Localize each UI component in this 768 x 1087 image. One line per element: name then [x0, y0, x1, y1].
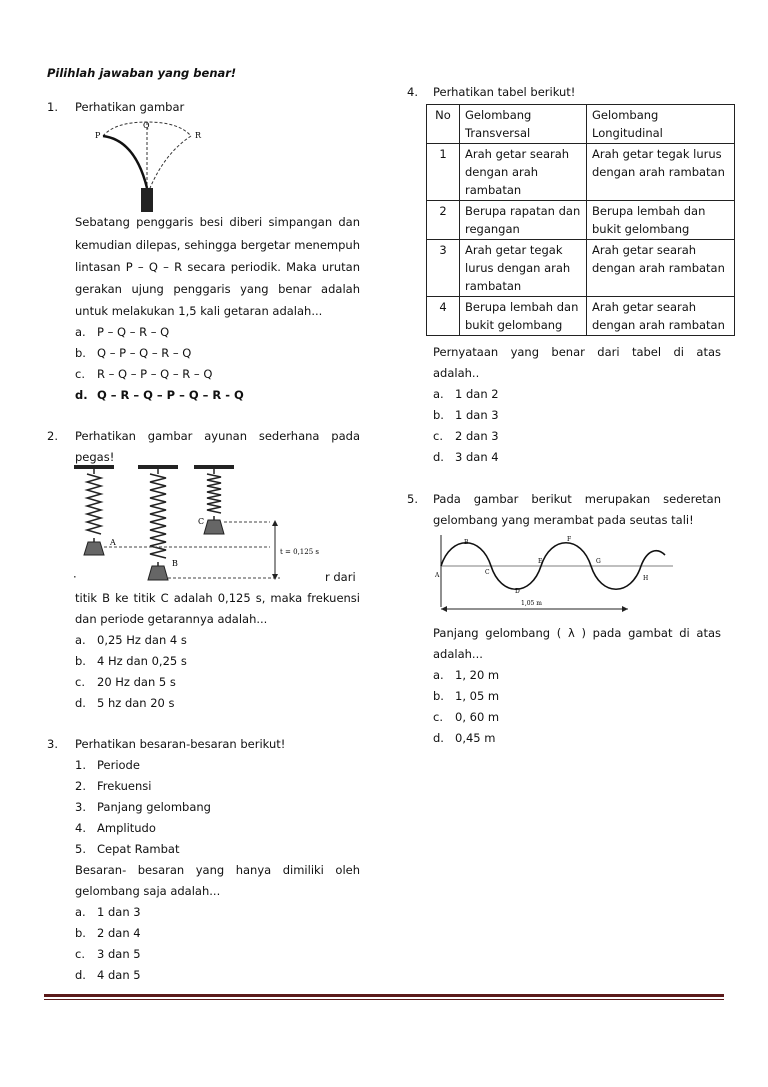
question-text-line: gerakan ujung penggaris yang benar adalah	[75, 282, 360, 296]
wave-figure	[433, 535, 678, 613]
label-p: P	[95, 131, 101, 140]
question-text-line: gelombang saja adalah...	[75, 884, 221, 898]
text-fragment: r dari	[325, 570, 356, 584]
svg-text:H: H	[643, 575, 649, 582]
comparison-table	[426, 104, 735, 336]
answer-option[interactable]: b. Q – P – Q – R – Q	[75, 346, 192, 360]
question-text-line: Sebatang penggaris besi diberi simpangan dan	[75, 215, 360, 229]
table-cell: Arah getar tegak lurus dengan arah rambatan	[587, 144, 735, 201]
svg-text:A: A	[110, 538, 116, 547]
question-intro: Perhatikan tabel berikut!	[433, 85, 576, 99]
svg-text:C: C	[198, 517, 205, 526]
question-intro: Perhatikan besaran-besaran berikut!	[75, 737, 286, 751]
table-row	[427, 201, 735, 240]
answer-option[interactable]: c. R – Q – P – Q – R – Q	[75, 367, 213, 381]
question-text-line: dan periode getarannya adalah...	[75, 612, 268, 626]
instructions-heading: Pilihlah jawaban yang benar!	[47, 66, 237, 80]
answer-option[interactable]: d. 3 dan 4	[433, 450, 499, 464]
label-q: Q	[143, 121, 150, 130]
question-number: 5.	[407, 492, 418, 506]
question-text-line: adalah...	[433, 647, 483, 661]
table-cell: No	[427, 105, 460, 144]
svg-text:F: F	[567, 536, 572, 543]
table-cell: Arah getar searah dengan arah rambatan	[587, 240, 735, 297]
svg-text:C: C	[485, 569, 490, 576]
table-cell: Berupa lembah dan bukit gelombang	[587, 201, 735, 240]
spring-pendulum-figure	[70, 462, 340, 587]
answer-option[interactable]: b. 1, 05 m	[433, 689, 500, 703]
answer-option[interactable]: d. 4 dan 5	[75, 968, 141, 982]
answer-option[interactable]: d. 5 hz dan 20 s	[75, 696, 175, 710]
answer-option[interactable]: c. 0, 60 m	[433, 710, 500, 724]
footer-divider-thin	[44, 999, 724, 1000]
answer-option[interactable]: a. P – Q – R – Q	[75, 325, 170, 339]
list-item: 5. Cepat Rambat	[75, 842, 180, 856]
table-row	[427, 240, 735, 297]
text-fragment: ·	[73, 570, 77, 584]
answer-option[interactable]: b. 2 dan 4	[75, 926, 141, 940]
question-number: 1.	[47, 100, 58, 114]
question-text-line: untuk melakukan 1,5 kali getaran adalah...	[75, 304, 323, 318]
table-row	[427, 144, 735, 201]
answer-option[interactable]: a. 1, 20 m	[433, 668, 500, 682]
table-cell: 4	[427, 297, 460, 336]
question-intro: Perhatikan gambar	[75, 100, 185, 114]
answer-option[interactable]: b. 4 Hz dan 0,25 s	[75, 654, 187, 668]
question-text-line: gelombang yang merambat pada seutas tali!	[433, 513, 694, 527]
answer-option[interactable]: a. 0,25 Hz dan 4 s	[75, 633, 187, 647]
footer-divider	[44, 994, 724, 997]
question-text-line: Perhatikan gambar ayunan sederhana pada	[75, 429, 360, 443]
svg-text:t = 0,125 s: t = 0,125 s	[280, 548, 319, 556]
question-number: 2.	[47, 429, 58, 443]
table-cell: Arah getar searah dengan arah rambatan	[587, 297, 735, 336]
ruler-figure	[95, 118, 205, 218]
answer-option[interactable]: a. 1 dan 2	[433, 387, 499, 401]
question-text-line: adalah..	[433, 366, 480, 380]
answer-option[interactable]: c. 20 Hz dan 5 s	[75, 675, 176, 689]
label-r: R	[195, 131, 202, 140]
answer-option[interactable]: c. 2 dan 3	[433, 429, 499, 443]
table-cell: 3	[427, 240, 460, 297]
table-cell: Arah getar tegak lurus dengan arah rambatan	[460, 240, 587, 297]
table-cell: Arah getar searah dengan arah rambatan	[460, 144, 587, 201]
svg-text:E: E	[538, 558, 543, 565]
answer-option[interactable]: d. 0,45 m	[433, 731, 496, 745]
table-header-row	[427, 105, 735, 144]
question-number: 3.	[47, 737, 58, 751]
table-cell: Gelombang Transversal	[460, 105, 587, 144]
table-cell: Berupa lembah dan bukit gelombang	[460, 297, 587, 336]
question-text-line: Pada gambar berikut merupakan sederetan	[433, 492, 721, 506]
question-text-line: kemudian dilepas, sehingga bergetar menempuh	[75, 238, 360, 252]
list-item: 2. Frekuensi	[75, 779, 152, 793]
list-item: 4. Amplitudo	[75, 821, 156, 835]
question-text-line: pegas!	[75, 450, 115, 464]
answer-option-correct[interactable]: d. Q – R – Q – P – Q – R - Q	[75, 388, 244, 402]
table-cell: 2	[427, 201, 460, 240]
svg-text:1,05 m: 1,05 m	[521, 600, 542, 607]
question-text-line: lintasan P – Q – R secara periodik. Maka urutan	[75, 260, 360, 274]
list-item: 3. Panjang gelombang	[75, 800, 211, 814]
svg-text:A: A	[435, 572, 440, 579]
svg-text:D: D	[515, 588, 520, 595]
question-number: 4.	[407, 85, 418, 99]
question-text-line: titik B ke titik C adalah 0,125 s, maka frekuensi	[75, 591, 360, 605]
answer-option[interactable]: a. 1 dan 3	[75, 905, 141, 919]
table-cell: Berupa rapatan dan regangan	[460, 201, 587, 240]
answer-option[interactable]: c. 3 dan 5	[75, 947, 141, 961]
question-text-line: Pernyataan yang benar dari tabel di atas	[433, 345, 721, 359]
svg-text:B: B	[464, 539, 469, 546]
svg-text:G: G	[596, 558, 601, 565]
table-cell: 1	[427, 144, 460, 201]
question-text-line: Panjang gelombang ( λ ) pada gambat di atas	[433, 626, 721, 640]
table-row	[427, 297, 735, 336]
svg-text:B: B	[172, 559, 178, 568]
answer-option[interactable]: b. 1 dan 3	[433, 408, 499, 422]
table-cell: Gelombang Longitudinal	[587, 105, 735, 144]
list-item: 1. Periode	[75, 758, 140, 772]
question-text-line: Besaran- besaran yang hanya dimiliki oleh	[75, 863, 360, 877]
